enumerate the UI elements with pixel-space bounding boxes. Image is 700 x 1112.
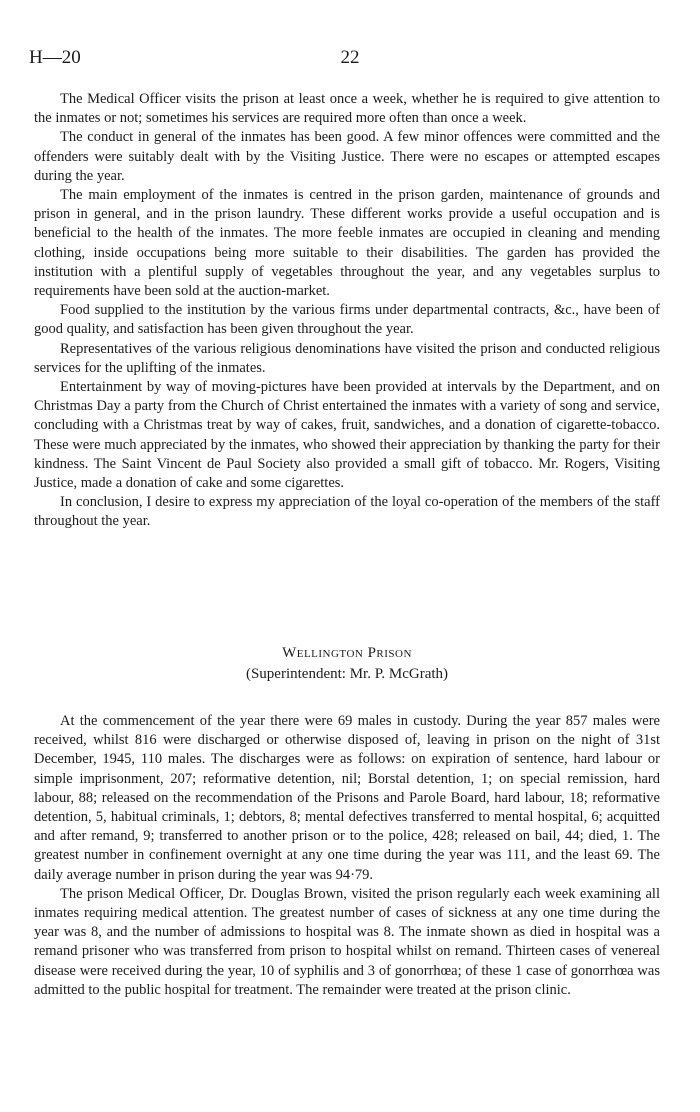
section-heading (34, 645, 660, 683)
paragraph-religious: Representatives of the various religious denominations have visited the prison and conducted religious services for the uplifting of the inmates. (34, 340, 660, 376)
paragraph-employment: The main employment of the inmates is centred in the prison garden, maintenance of grounds and prison in general, and in the prison laundry. These different works provide a useful occupation and is beneficial to the health of the inmates. The more feeble inmates are occupied in cleaning and mending clothing, inside occupations being more suitable to their disabilities. The garden has provided the institution with a plentiful supply of vegetables throughout the year, and any vegetables surplus to requirements have been sold at the auction-market. (34, 187, 660, 300)
paragraph-custody-statistics: At the commencement of the year there were 69 males in custody. During the year 857 males were received, whilst 816 were discharged or otherwise disposed of, leaving in prison on the night of 31st December, 1945, 110 males. The discharges were as follows: on expiration of sentence, hard labour or simple imprisonment, 207; reformative detention, nil; Borstal detention, 1; on special remission, hard labour, 88; released on the recommendation of the Prisons and Parole Board, hard labour, 18; reformative detention, 5, habitual criminals, 1; debtors, 8; mental defectives transferred to mental hospital, 6; acquitted and after remand, 9; transferred to another prison or to the police, 428; released on bail, 44; died, 1. The greatest number in confinement overnight at any one time during the year was 111, and the least 69. The daily average number in prison during the year was 94·79. (34, 713, 660, 883)
section-subtitle: (Superintendent: Mr. P. McGrath) (245, 666, 449, 682)
page-number: 22 (340, 47, 360, 68)
document-reference: H—20 (29, 47, 81, 68)
paragraph-conduct: The conduct in general of the inmates has been good. A few minor offences were committed and the offenders were suitably dealt with by the Visiting Justice. There were no escapes or attempted escapes during the year. (34, 129, 660, 184)
report-text-lower (34, 712, 660, 1000)
paragraph-medical-statistics: The prison Medical Officer, Dr. Douglas Brown, visited the prison regularly each week examining all inmates requiring medical attention. The greatest number of cases of sickness at any one time during the year was 8, and the number of admissions to hospital was 8. The inmate shown as died in hospital was a remand prisoner who was transferred from prison to hospital whilst on remand. Thirteen cases of venereal disease were received during the year, 10 of syphilis and 3 of gonorrhœa; of these 1 case of gonorrhœa was admitted to the public hospital for treatment. The remainder were treated at the prison clinic. (34, 885, 660, 998)
report-text-upper (34, 90, 660, 532)
paragraph-entertainment: Entertainment by way of moving-pictures have been provided at intervals by the Department, and on Christmas Day a party from the Church of Christ entertained the inmates with a variety of song and service, concluding with a Christmas treat by way of cakes, fruit, sandwiches, and a donation of cigarette-tobacco. These were much appreciated by the inmates, who showed their appreciation by thanking the party for their kindness. The Saint Vincent de Paul Society also provided a small gift of tobacco. Mr. Rogers, Visiting Justice, made a donation of cake and some cigarettes. (34, 379, 660, 492)
paragraph-medical-officer: The Medical Officer visits the prison at least once a week, whether he is required to give attention to the inmates or not; sometimes his services are required more often than once a week. (34, 91, 660, 127)
section-title: Wellington Prison (282, 645, 412, 661)
paragraph-food: Food supplied to the institution by the various firms under departmental contracts, &c., have been of good quality, and satisfaction has been given throughout the year. (34, 302, 660, 338)
paragraph-conclusion: In conclusion, I desire to express my appreciation of the loyal co-operation of the members of the staff throughout the year. (34, 494, 660, 530)
